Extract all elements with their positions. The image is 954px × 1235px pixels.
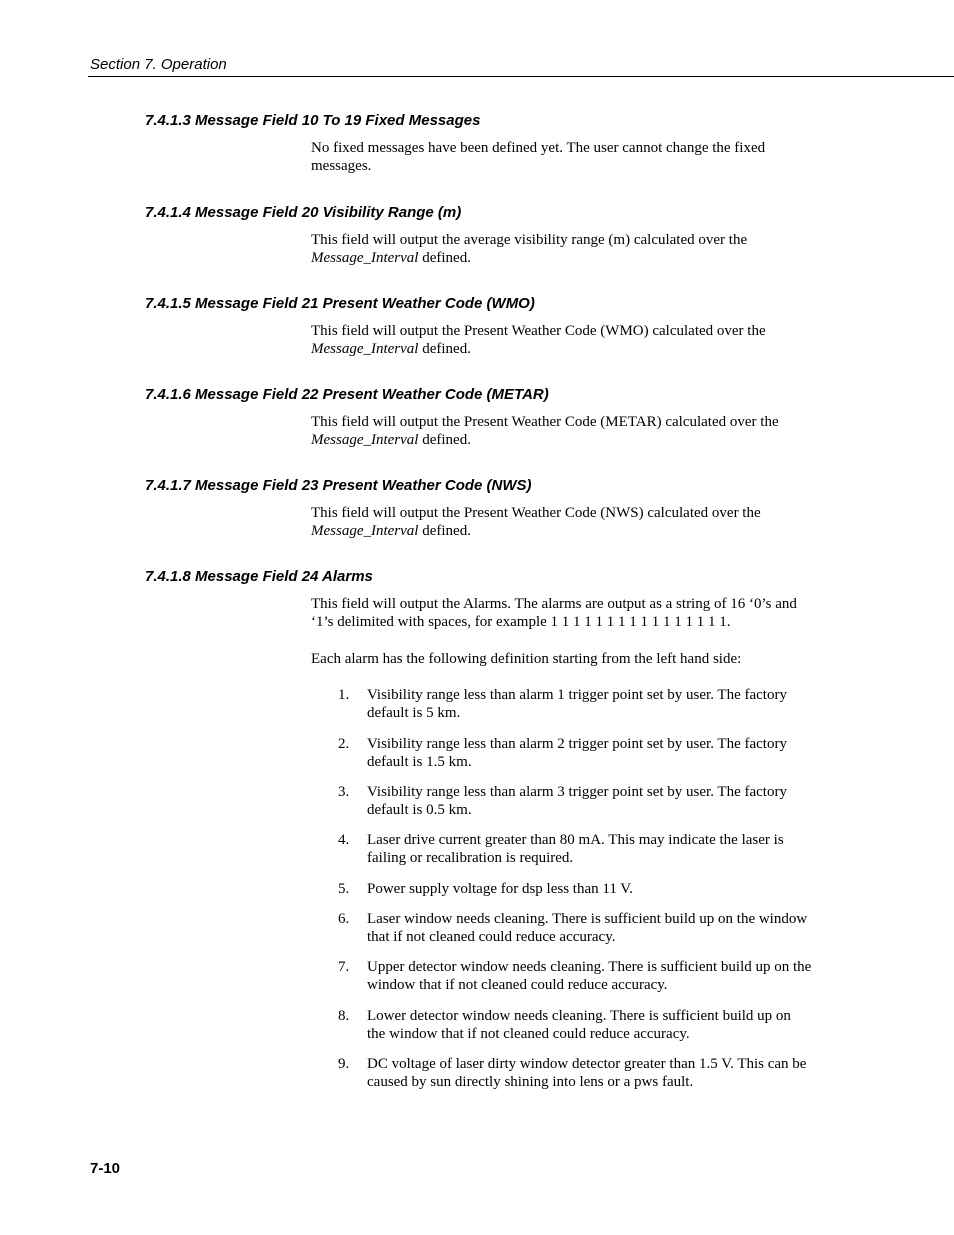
section-heading: 7.4.1.8 Message Field 24 Alarms	[145, 568, 373, 585]
section-paragraph	[311, 413, 811, 449]
list-item-number: 3.	[338, 784, 350, 800]
list-item-number: 6.	[338, 911, 350, 927]
section-heading: 7.4.1.5 Message Field 21 Present Weather Code (WMO)	[145, 295, 535, 312]
section-paragraph: This field will output the Alarms. The alarms are output as a string of 16 ‘0’s and ‘1’s delimited with spaces, for example 1 1 1 1 1 1 1 1 1 1 1 1 1 1 1 1.	[311, 596, 797, 630]
list-item-text: DC voltage of laser dirty window detector greater than 1.5 V. This can be caused by sun directly shining into lens or a pws fault.	[367, 1056, 807, 1090]
paragraph-text: defined.	[418, 432, 471, 448]
param-name: Message_Interval	[311, 341, 419, 357]
list-item-number: 2.	[338, 736, 350, 752]
paragraph-text: This field will output the Present Weather Code (METAR) calculated over the	[311, 414, 779, 430]
section-paragraph: No fixed messages have been defined yet. The user cannot change the fixed messages.	[311, 140, 766, 174]
list-item-text: Visibility range less than alarm 3 trigger point set by user. The factory default is 0.5 km.	[367, 784, 787, 818]
paragraph-text: defined.	[418, 250, 471, 266]
list-item-text: Lower detector window needs cleaning. There is sufficient build up on the window that if not cleaned could reduce accuracy.	[367, 1008, 791, 1042]
list-item-text: Laser window needs cleaning. There is sufficient build up on the window that if not cleaned could reduce accuracy.	[367, 911, 808, 945]
list-item-text: Upper detector window needs cleaning. There is sufficient build up on the window that if not cleaned could reduce accuracy.	[367, 959, 812, 993]
section-heading: 7.4.1.3 Message Field 10 To 19 Fixed Messages	[145, 112, 481, 129]
list-item-text: Visibility range less than alarm 2 trigger point set by user. The factory default is 1.5 km.	[367, 736, 787, 770]
paragraph-text: defined.	[418, 341, 471, 357]
page-number: 7-10	[90, 1160, 121, 1177]
section-heading: 7.4.1.6 Message Field 22 Present Weather Code (METAR)	[145, 386, 549, 403]
running-header: Section 7. Operation	[90, 56, 227, 73]
section-paragraph	[311, 504, 811, 540]
header-rule	[88, 76, 954, 77]
paragraph-text: This field will output the average visibility range (m) calculated over the	[311, 232, 748, 248]
section-heading: 7.4.1.7 Message Field 23 Present Weather Code (NWS)	[145, 477, 532, 494]
list-item-number: 9.	[338, 1056, 350, 1072]
list-item-number: 5.	[338, 881, 350, 897]
list-item-number: 7.	[338, 959, 350, 975]
list-item-text: Visibility range less than alarm 1 trigger point set by user. The factory default is 5 km.	[367, 687, 787, 721]
param-name: Message_Interval	[311, 432, 419, 448]
list-item-text: Power supply voltage for dsp less than 11 V.	[367, 881, 633, 897]
paragraph-text: This field will output the Present Weather Code (WMO) calculated over the	[311, 323, 766, 339]
section-paragraph	[311, 322, 811, 358]
paragraph-text: defined.	[418, 523, 471, 539]
param-name: Message_Interval	[311, 523, 419, 539]
list-item-text: Laser drive current greater than 80 mA. This may indicate the laser is failing or recalibration is required.	[367, 832, 784, 866]
list-item-number: 8.	[338, 1008, 350, 1024]
section-paragraph	[311, 231, 811, 267]
section-paragraph: Each alarm has the following definition starting from the left hand side:	[311, 651, 742, 667]
list-item-number: 1.	[338, 687, 350, 703]
paragraph-text: This field will output the Present Weather Code (NWS) calculated over the	[311, 505, 761, 521]
list-item-number: 4.	[338, 832, 350, 848]
section-heading: 7.4.1.4 Message Field 20 Visibility Range (m)	[145, 204, 462, 221]
param-name: Message_Interval	[311, 250, 419, 266]
